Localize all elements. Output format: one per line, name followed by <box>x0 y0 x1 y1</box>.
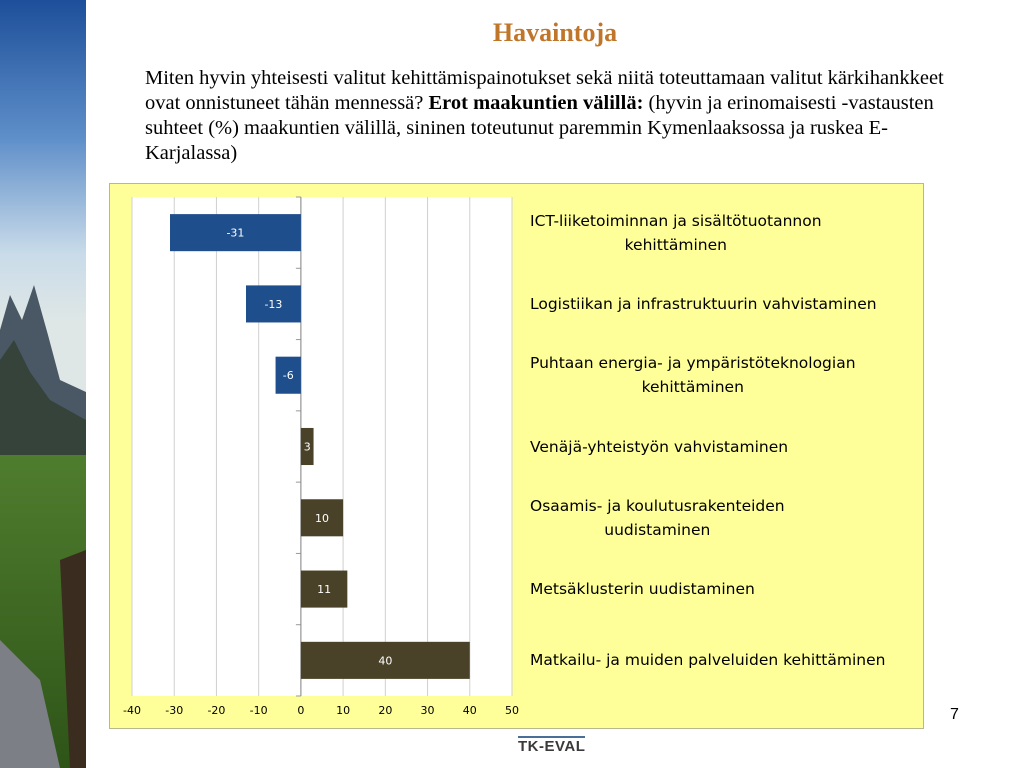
bar-value-label: -31 <box>226 226 245 240</box>
category-label-line: Logistiikan ja infrastruktuurin vahvistaminen <box>530 294 877 313</box>
bar-value-label: -6 <box>282 369 294 383</box>
category-label-line: kehittäminen <box>624 235 727 254</box>
category-label-line: ICT-liiketoiminnan ja sisältötuotannon <box>530 211 822 230</box>
x-tick-label: 0 <box>297 704 305 717</box>
x-tick-label: 40 <box>462 704 477 717</box>
category-label <box>530 648 885 672</box>
tk-eval-logo: TK-EVAL <box>518 738 586 755</box>
bar-value-label: 40 <box>378 654 393 668</box>
question-part1: Miten hyvin yhteisesti valitut kehittämispainotukset sekä niitä toteuttamaan valitut kärkihankkeet ovat onnistuneet tähän mennessä? <box>145 67 944 114</box>
category-label <box>530 351 856 399</box>
category-label-line: Venäjä-yhteistyön vahvistaminen <box>530 437 789 456</box>
slide-title: Havaintoja <box>492 18 618 47</box>
side-landscape-photo <box>0 0 86 768</box>
category-label-line: uudistaminen <box>604 520 711 539</box>
category-label-line: kehittäminen <box>641 378 744 397</box>
category-label <box>530 577 755 601</box>
x-tick-label: 30 <box>420 704 435 717</box>
category-label-line: Matkailu- ja muiden palveluiden kehittäminen <box>530 651 886 670</box>
page-number: 7 <box>950 706 959 723</box>
question-text <box>145 66 975 166</box>
category-label <box>530 209 822 257</box>
category-label <box>530 292 877 316</box>
category-label-line: Osaamis- ja koulutusrakenteiden <box>530 496 785 515</box>
bar-value-label: 11 <box>317 583 332 597</box>
x-tick-label: 10 <box>336 704 351 717</box>
question-part2: (hyvin ja erinomaisesti -vastausten suhteet (%) maakuntien välillä, sininen toteutunut paremmin Kymenlaaksossa ja ruskea E-Karjalassa) <box>145 92 934 164</box>
bar-value-label: 3 <box>303 440 311 454</box>
category-label-line: Metsäklusterin uudistaminen <box>530 580 755 599</box>
question-bold: Erot maakuntien välillä: <box>428 92 644 114</box>
x-tick-label: 20 <box>378 704 393 717</box>
chart-panel <box>109 183 924 729</box>
category-label <box>530 435 788 459</box>
plot-area <box>132 197 512 696</box>
category-label-line: Puhtaan energia- ja ympäristöteknologian <box>530 354 856 373</box>
x-tick-label: -10 <box>249 704 268 717</box>
x-tick-label: -30 <box>165 704 184 717</box>
bar-value-label: -13 <box>264 297 283 311</box>
bar-value-label: 10 <box>315 511 329 525</box>
x-tick-label: -40 <box>123 704 141 717</box>
x-tick-label: -20 <box>207 704 226 717</box>
bar-chart <box>110 184 923 728</box>
x-tick-label: 50 <box>505 704 519 717</box>
category-label <box>530 494 785 542</box>
